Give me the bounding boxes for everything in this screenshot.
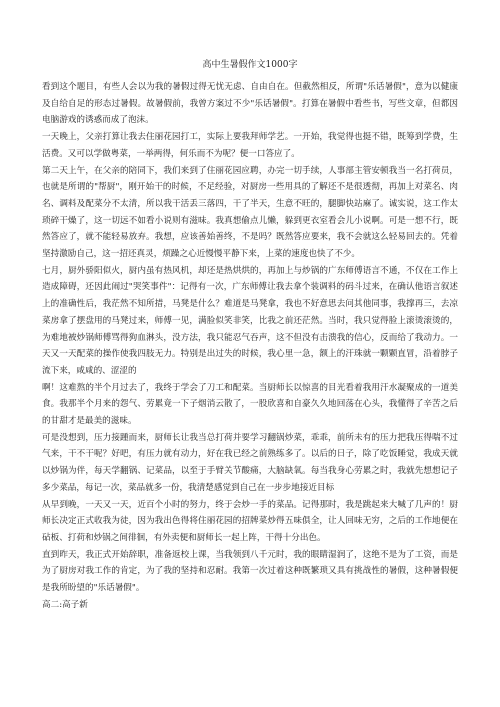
paragraph-father-plan: 一天晚上，父亲打算让我去住丽花园打工，实际上要我拜师学艺。一开始，我觉得也挺不错，既筹到学费，生活费。又可以学做粤菜，一举两得，何乐而不为呢？便一口答应了。	[42, 132, 458, 159]
document-title: 高中生暑假作文1000字	[202, 60, 298, 70]
document-body	[42, 79, 458, 614]
paragraph-learned-skills: 啊！这难熬的半个月过去了，我终于学会了刀工和配菜。当厨师长以惊喜的目光看着我用汗水凝聚成的一道美食。我那半个月来的怨气、劳累竟一下子烟消云散了，一股欣喜和自豪久久地回荡在心头，我懂得了辛苦之后的甘甜才是最美的滋味。	[42, 382, 458, 427]
paragraph-pressure: 可是没想到，压力接踵而来，厨师长让我当总打荷并要学习翻锅炒菜，乖乖，前所未有的压力把我压得喘不过气来，干不干呢？好吧，有压力就有动力，好在我已经之前熟练多了。以后的日子，除了吃饭睡觉，我成天就以炒锅为伴，每天学翻锅、记菜品，以至于手臂关节酸痛，大脑缺氧。每当我身心劳累之时，我就先想想记子多少菜品，每记一次，菜品就多一份，我清楚感觉到自己在一步步地接近目标	[42, 432, 458, 493]
paragraph-intro: 看到这个题目，有些人会以为我的暑假过得无忧无虑、自由自在。但截然相反，所谓"乐话暑假"，意为以健康及自给自足的形态过暑假。故暑假前，我曾方案过不少"乐话暑假"。打算在暑假中看些书，写些文章，但都因电脑游戏的诱惑而成了泡沫。	[42, 82, 458, 126]
paragraph-first-day: 第二天上午，在父亲的陪同下，我们来到了住丽花园应聘，办完一切手续，人事部主管安顿我当一名打荷员，也就是所谓的"帮厨"，刚开始干的时候，不足经验，对厨房一些用具的了解还不是很透彻，再加上对菜名、肉名、调料及配菜分不太清，所以我干活丢三落四，干了半天，生意不旺的，腿脚快站麻了。诚实说，这工作太琐碎干燥了，这一切远不如看小说则有滋味。我真想偷点儿懒，躲到更衣室看会儿小说啊。可是一想不行，既然答应了，就不能轻易放弃。我想，应该善始善终，不是吗？既然答应要来，我不会就这么轻易回去的。凭着坚持激励自己，这一招还真灵，烦躁之心近慢慢平静下来，上菜的速度也快了不少。	[42, 165, 458, 260]
paragraph-conclusion: 直到昨天，我正式开始辞职，准备返校上课，当我领到八千元时，我的眼睛湿润了，这绝不是为了工资，而是为了厨房对我工作的肯定，为了我的坚持和忍耐。我第一次过着这种既繁琐又具有挑战性的暑假，这种暑假便是我所盼望的"乐话暑假"。	[42, 549, 458, 594]
paragraph-author: 高二:高子新	[42, 599, 88, 610]
paragraph-success: 从早到晚，一天又一天，近百个小时的努力，终于会炒一手的菜品。记得那时，我是跳起来大喊了几声的！厨师长决定正式收我为徒，因为我出色得将住丽花园的招牌菜炒得五味俱全，让人回味无穷，之后的工作地便在砧板、打荷和炒锅之间徘徊，有外卖便和厨师长一起上阵，干得十分出色。	[42, 499, 458, 543]
paragraph-july-kitchen: 七月，厨外骄阳似火，厨内虽有热风机，却还是热烘烘的，再加上与炒锅的广东师傅语言不通，不仅在工作上造成障碍，还因此闹过"哭笑事件"：记得有一次，广东师傅让我去拿个装调料的码斗过来，在确认他语言叙述上的准确性后，我茫然不知所措，马凳是什么？难道是马凳拿，我也不好意思去问其他同事，我撑再三，去凉菜房拿了摆盘用的马凳过来，师傅一见，满脸似笑非笑，比我之前还茫然。当时，我只觉得脸上滚烫滚烫的，为难地被炒锅师傅骂得狗血淋头，没方法，我只能忍气吞声，这不但没有击溃我的信心，反而给了我动力。一天又一天配菜的操作使我四肢无力。特别是出过失的时候，我心里一急，额上的汗珠就一颗颗直冒，沿着脖子流下来，咸咸的、涩涩的	[42, 265, 458, 376]
